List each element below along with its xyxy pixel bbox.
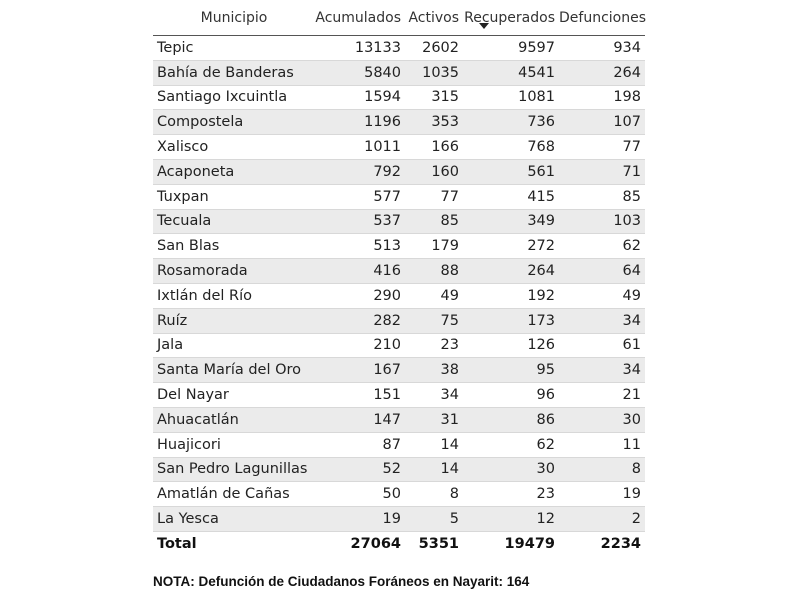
column-header-acumulados[interactable] <box>315 0 405 36</box>
recuperados-cell: 86 <box>463 407 559 432</box>
table-row[interactable] <box>153 407 645 432</box>
activos-cell: 8 <box>405 482 463 507</box>
municipio-cell: Rosamorada <box>153 259 315 284</box>
header-row <box>153 0 645 36</box>
municipio-cell: Amatlán de Cañas <box>153 482 315 507</box>
activos-cell: 160 <box>405 159 463 184</box>
total-label: Total <box>153 531 315 557</box>
activos-cell: 34 <box>405 383 463 408</box>
municipio-cell: San Pedro Lagunillas <box>153 457 315 482</box>
activos-cell: 75 <box>405 308 463 333</box>
table-row[interactable] <box>153 60 645 85</box>
recuperados-cell: 30 <box>463 457 559 482</box>
recuperados-cell: 62 <box>463 432 559 457</box>
table-row[interactable] <box>153 358 645 383</box>
acumulados-cell: 577 <box>315 184 405 209</box>
column-header-municipio[interactable]: Municipio <box>200 9 268 26</box>
table-row[interactable] <box>153 110 645 135</box>
defunciones-cell: 264 <box>559 60 645 85</box>
municipio-cell: Xalisco <box>153 135 315 160</box>
acumulados-cell: 13133 <box>315 36 405 61</box>
activos-cell: 353 <box>405 110 463 135</box>
recuperados-cell: 173 <box>463 308 559 333</box>
table-row[interactable] <box>153 457 645 482</box>
activos-cell: 88 <box>405 259 463 284</box>
acumulados-cell: 210 <box>315 333 405 358</box>
recuperados-cell: 4541 <box>463 60 559 85</box>
table-row[interactable] <box>153 184 645 209</box>
recuperados-cell: 1081 <box>463 85 559 110</box>
municipio-cell: Ahuacatlán <box>153 407 315 432</box>
acumulados-cell: 19 <box>315 507 405 532</box>
municipio-cell: Bahía de Banderas <box>153 60 315 85</box>
acumulados-cell: 537 <box>315 209 405 234</box>
total-activos: 5351 <box>405 531 463 557</box>
recuperados-cell: 768 <box>463 135 559 160</box>
defunciones-cell: 934 <box>559 36 645 61</box>
recuperados-cell: 192 <box>463 283 559 308</box>
municipio-cell: San Blas <box>153 234 315 259</box>
activos-cell: 166 <box>405 135 463 160</box>
column-header-defunciones[interactable]: Defunciones <box>559 9 647 26</box>
recuperados-cell: 12 <box>463 507 559 532</box>
table-row[interactable] <box>153 36 645 61</box>
recuperados-cell: 264 <box>463 259 559 284</box>
defunciones-cell: 77 <box>559 135 645 160</box>
municipio-cell: Acaponeta <box>153 159 315 184</box>
activos-cell: 31 <box>405 407 463 432</box>
recuperados-cell: 96 <box>463 383 559 408</box>
table-row[interactable] <box>153 308 645 333</box>
acumulados-cell: 792 <box>315 159 405 184</box>
column-header-recuperados[interactable]: Recuperados <box>464 9 555 26</box>
municipio-cell: Compostela <box>153 110 315 135</box>
table-row[interactable] <box>153 383 645 408</box>
table-row[interactable] <box>153 209 645 234</box>
activos-cell: 14 <box>405 432 463 457</box>
table-row[interactable] <box>153 432 645 457</box>
defunciones-cell: 34 <box>559 358 645 383</box>
activos-cell: 38 <box>405 358 463 383</box>
defunciones-cell: 64 <box>559 259 645 284</box>
defunciones-cell: 107 <box>559 110 645 135</box>
acumulados-cell: 151 <box>315 383 405 408</box>
activos-cell: 2602 <box>405 36 463 61</box>
defunciones-cell: 61 <box>559 333 645 358</box>
defunciones-cell: 19 <box>559 482 645 507</box>
recuperados-cell: 272 <box>463 234 559 259</box>
acumulados-cell: 416 <box>315 259 405 284</box>
table-row[interactable] <box>153 85 645 110</box>
recuperados-cell: 561 <box>463 159 559 184</box>
defunciones-cell: 49 <box>559 283 645 308</box>
recuperados-cell: 415 <box>463 184 559 209</box>
defunciones-cell: 103 <box>559 209 645 234</box>
municipio-cell: Santa María del Oro <box>153 358 315 383</box>
defunciones-cell: 71 <box>559 159 645 184</box>
column-header-acumulados-label: Acumulados <box>315 9 401 26</box>
table-row[interactable] <box>153 283 645 308</box>
activos-cell: 85 <box>405 209 463 234</box>
activos-cell: 14 <box>405 457 463 482</box>
acumulados-cell: 290 <box>315 283 405 308</box>
table-row[interactable] <box>153 159 645 184</box>
recuperados-cell: 126 <box>463 333 559 358</box>
total-defunciones: 2234 <box>559 531 645 557</box>
municipio-cell: Jala <box>153 333 315 358</box>
defunciones-cell: 85 <box>559 184 645 209</box>
municipio-cell: Tuxpan <box>153 184 315 209</box>
footnote: NOTA: Defunción de Ciudadanos Foráneos en Nayarit: 164 <box>153 574 530 589</box>
total-recuperados: 19479 <box>463 531 559 557</box>
defunciones-cell: 11 <box>559 432 645 457</box>
table-row[interactable] <box>153 507 645 532</box>
defunciones-cell: 21 <box>559 383 645 408</box>
acumulados-cell: 1594 <box>315 85 405 110</box>
municipio-cell: Tepic <box>153 36 315 61</box>
total-acumulados: 27064 <box>315 531 405 557</box>
covid-municipality-table <box>153 0 645 557</box>
table-row[interactable] <box>153 482 645 507</box>
acumulados-cell: 87 <box>315 432 405 457</box>
activos-cell: 315 <box>405 85 463 110</box>
municipio-cell: Tecuala <box>153 209 315 234</box>
acumulados-cell: 147 <box>315 407 405 432</box>
municipio-cell: Del Nayar <box>153 383 315 408</box>
recuperados-cell: 349 <box>463 209 559 234</box>
activos-cell: 1035 <box>405 60 463 85</box>
acumulados-cell: 1196 <box>315 110 405 135</box>
recuperados-cell: 736 <box>463 110 559 135</box>
activos-cell: 49 <box>405 283 463 308</box>
table-body <box>153 36 645 532</box>
municipio-cell: Ruíz <box>153 308 315 333</box>
acumulados-cell: 5840 <box>315 60 405 85</box>
covid-municipality-table-container <box>153 0 645 557</box>
total-row <box>153 531 645 557</box>
activos-cell: 23 <box>405 333 463 358</box>
defunciones-cell: 30 <box>559 407 645 432</box>
activos-cell: 5 <box>405 507 463 532</box>
defunciones-cell: 8 <box>559 457 645 482</box>
table-row[interactable] <box>153 135 645 160</box>
recuperados-cell: 23 <box>463 482 559 507</box>
column-header-activos[interactable]: Activos <box>408 9 459 26</box>
table-row[interactable] <box>153 234 645 259</box>
municipio-cell: La Yesca <box>153 507 315 532</box>
acumulados-cell: 167 <box>315 358 405 383</box>
table-row[interactable] <box>153 333 645 358</box>
acumulados-cell: 282 <box>315 308 405 333</box>
acumulados-cell: 50 <box>315 482 405 507</box>
recuperados-cell: 95 <box>463 358 559 383</box>
recuperados-cell: 9597 <box>463 36 559 61</box>
table-row[interactable] <box>153 259 645 284</box>
acumulados-cell: 52 <box>315 457 405 482</box>
acumulados-cell: 1011 <box>315 135 405 160</box>
defunciones-cell: 198 <box>559 85 645 110</box>
municipio-cell: Ixtlán del Río <box>153 283 315 308</box>
defunciones-cell: 2 <box>559 507 645 532</box>
municipio-cell: Huajicori <box>153 432 315 457</box>
defunciones-cell: 34 <box>559 308 645 333</box>
municipio-cell: Santiago Ixcuintla <box>153 85 315 110</box>
defunciones-cell: 62 <box>559 234 645 259</box>
activos-cell: 77 <box>405 184 463 209</box>
acumulados-cell: 513 <box>315 234 405 259</box>
activos-cell: 179 <box>405 234 463 259</box>
